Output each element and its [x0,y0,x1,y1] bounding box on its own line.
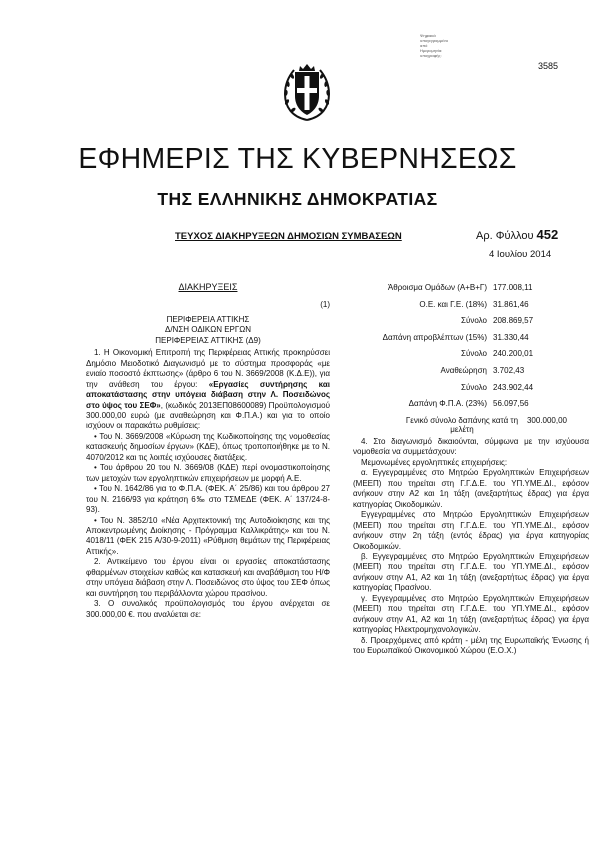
stamp-line: από [420,43,428,48]
bullet-4: • Του Ν. 3852/10 «Νέα Αρχιτεκτονική της Αυτοδιοίκησης και της Αποκεντρωμένης Διοίκησης - Πρόγραμμα Καλλικράτης» και του Ν. 4018/11 (ΦΕΚ 215 Α/30-9-2011) «Ρύθμιση θεμάτων της Περιφέρειας Αττικής». [86,515,330,556]
budget-row [353,300,567,317]
left-column [86,282,330,620]
budget-label: Σύνολο [461,349,487,359]
budget-label: Σύνολο [461,316,487,326]
paragraph-3: 3. Ο συνολικός προϋπολογισμός του έργου ανέρχεται σε 300.000,00 €. που αναλύεται σε: [86,599,330,619]
stamp-line: Ημερομηνία: [420,48,443,53]
budget-row [353,399,567,416]
budget-label: Δαπάνη απροβλέπτων (15%) [382,332,487,342]
stamp-line: Ψηφιακά [420,33,436,38]
gazette-title: ΕΦΗΜΕΡΙΣ ΤΗΣ ΚΥΒΕΡΝΗΣΕΩΣ [78,143,517,175]
digital-signature-stamp [420,33,472,58]
item-d: δ. Προερχόμενες από κράτη - μέλη της Ευρωπαϊκής Ένωσης ή του Ευρωπαϊκού Οικονομικού Χώρου (Ε.Ο.Χ.) [353,635,589,656]
paragraph-1-text-end: , (κωδικός 2013ΕΠ08600089) Προϋπολογισμού 300.000,00 ευρώ (με αναθεώρηση και Φ.Π.Α.) και για το οποίο ισχύουν οι παρακάτω ρυθμίσεις: [86,400,330,431]
budget-value: 3.702,43 [493,365,525,375]
budget-row [353,383,567,400]
bullet-3: • Του Ν. 1642/86 για το Φ.Π.Α. (ΦΕΚ. Α΄ 25/86) και του άρθρου 27 του Ν. 2166/93 για κράτηση 6‰ στο ΤΣΜΕΔΕ (ΦΕΚ. Α΄ 137/24-8-93). [86,484,330,515]
issue-label: Αρ. Φύλλου [476,230,534,242]
bullet-2: • Του άρθρου 20 του Ν. 3669/08 (ΚΔΕ) περί ονομαστικοποίησης των μετοχών των εργοληπτικών επιχειρήσεων με μορφή Α.Ε. [86,463,330,483]
item-a: α. Εγγεγραμμένες στο Μητρώο Εργοληπτικών Επιχειρήσεων (ΜΕΕΠ) που τηρείται στη Γ.Γ.Δ.Ε. του ΥΠ.ΥΜΕ.ΔΙ., εφόσον ανήκουν στην Α2 και 1η τάξη (ανεξαρτήτως έδρας) για έργα κατηγορίας Οικοδομικών. [353,468,589,509]
paragraph-1-text: 1. Η Οικονομική Επιτροπή της Περιφέρειας Αττικής προκηρύσσει Δημόσιο Μειοδοτικό Διαγωνισμό με το σύστημα προσφοράς «με ενιαίο ποσοστό έκπτωσης» (άρθρο 6 του Ν. 3669/2008 (Κ.Δ.Ε)), για την ανάθεση του έργου: [86,348,330,389]
budget-label: Άθροισμα Ομάδων (Α+Β+Γ) [387,283,487,292]
budget-row [353,283,567,300]
budget-value: 56.097,56 [493,399,529,409]
budget-row [353,316,567,333]
budget-value: 177.008,11 [493,283,533,292]
budget-row [353,416,567,438]
org-line: Δ/ΝΣΗ ΟΔΙΚΩΝ ΕΡΓΩΝ [164,325,252,335]
budget-row [353,349,567,366]
budget-value: 208.869,57 [493,316,534,326]
budget-table [353,283,567,438]
item-c: γ. Εγγεγραμμένες στο Μητρώο Εργοληπτικών Επιχειρήσεων (ΜΕΕΠ) που τηρείται στη Γ.Γ.Δ.Ε. του ΥΠ.ΥΜΕ.ΔΙ., εφόσον ανήκουν στην Α1, Α2 και 1η τάξη (ανεξαρτήτως έδρας) για έργα κατηγορίας Ηλεκτρομηχανολογικών. [353,593,589,635]
right-column [353,437,589,657]
section-title: ΔΙΑΚΗΡΥΞΕΙΣ [178,282,238,292]
gazette-subtitle: ΤΗΣ ΕΛΛΗΝΙΚΗΣ ΔΗΜΟΚΡΑΤΙΑΣ [157,189,438,209]
issue-number-line [476,227,558,242]
budget-label: Αναθεώρηση [440,365,487,375]
issue-number: 452 [536,227,559,242]
org-line: ΠΕΡΙΦΕΡΕΙΑΣ ΑΤΤΙΚΗΣ (Δ9) [155,335,261,345]
budget-row [353,366,567,383]
stamp-line: υπογραφής: [420,53,442,58]
paragraph-4: 4. Στο διαγωνισμό δικαιούνται, σύμφωνα με την ισχύουσα νομοθεσία να συμμετάσχουν: [353,437,589,457]
paragraph-4-subheading: Μεμονωμένες εργοληπτικές επιχειρήσεις: [361,457,508,467]
budget-label: Γενικό σύνολο δαπάνης κατά τη μελέτη [405,415,519,435]
bullet-1: • Του Ν. 3669/2008 «Κύρωση της Κωδικοποίησης της νομοθεσίας κατασκευής δημοσίων έργων» (ΚΔΕ), όπως τροποποιήθηκε με το Ν. 4070/2012 και τις λοιπές ισχύουσες διατάξεις. [86,431,330,462]
issue-date: 4 Ιουλίου 2014 [489,249,552,260]
budget-value: 300.000,00 [526,415,567,425]
page-number: 3585 [538,61,559,71]
paragraph-1 [86,348,330,432]
paragraph-2: 2. Αντικείμενο του έργου είναι οι εργασίες αποκατάστασης φθαρμένων στοιχείων καθώς και κατασκευή και αναβάθμιση του Η/Φ στην υπόγεια διάβαση στην Λ. Ποσειδώνος στο ύψος του ΣΕΦ όπως και συντήρηση του περιβάλλοντα χώρου πρασίνου. [86,557,330,598]
budget-value: 243.902,44 [493,382,534,392]
budget-label: Δαπάνη Φ.Π.Α. (23%) [408,399,487,409]
budget-label: Ο.Ε. και Γ.Ε. (18%) [419,299,487,309]
notice-reference: (1) [320,300,330,310]
budget-row [353,333,567,350]
budget-value: 31.330,44 [493,332,529,342]
budget-value: 240.200,01 [493,349,534,359]
stamp-line: υπογεγραμμένο [420,38,449,43]
project-title: «Εργασίες συντήρησης και αποκατάστασης στην υπόγεια διάβαση στην Λ. Ποσειδώνος στο ύψος του ΣΕΦ» [86,379,330,410]
budget-value: 31.861,46 [493,299,529,309]
coat-of-arms-icon [282,62,332,124]
budget-label: Σύνολο [461,382,487,392]
issue-type: ΤΕΥΧΟΣ ΔΙΑΚΗΡΥΞΕΩΝ ΔΗΜΟΣΙΩΝ ΣΥΜΒΑΣΕΩΝ [175,231,402,242]
item-a-cont: Εγγεγραμμένες στο Μητρώο Εργοληπτικών Επιχειρήσεων (ΜΕΕΠ) που τηρείται στη Γ.Γ.Δ.Ε. του ΥΠ.ΥΜΕ.ΔΙ., εφόσον ανήκουν στην 2η τάξη (εντός έδρας) για έργα κατηγορίας Οικοδομικών. [353,510,589,551]
item-b: β. Εγγεγραμμένες στο Μητρώο Εργοληπτικών Επιχειρήσεων (ΜΕΕΠ) που τηρείται στη Γ.Γ.Δ.Ε. του ΥΠ.ΥΜΕ.ΔΙ., εφόσον ανήκουν στην Α1, Α2 και 1η τάξη (ανεξαρτήτως έδρας) για έργα κατηγορίας Πρασίνου. [353,551,589,593]
org-line: ΠΕΡΙΦΕΡΕΙΑ ΑΤΤΙΚΗΣ [166,314,250,324]
